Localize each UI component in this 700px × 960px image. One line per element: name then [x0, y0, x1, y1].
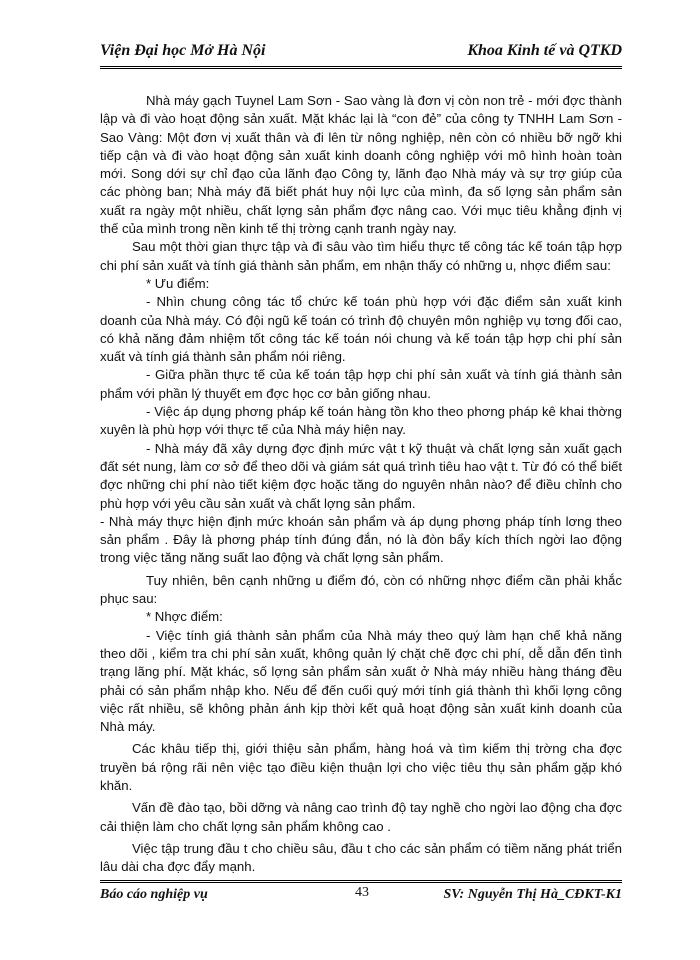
document-body: [100, 92, 622, 876]
page-header: [100, 40, 622, 69]
page-footer: [100, 880, 622, 909]
disadvantage-item: Việc tập trung đầu t cho chiều sâu, đầu t cho các sản phẩm có tiềm năng phát triển lâu dài cha đợc đẩy mạnh.: [100, 840, 622, 875]
advantage-item: - Nhìn chung công tác tổ chức kế toán phù hợp với đặc điểm sản xuất kinh doanh của Nhà máy. Có đội ngũ kế toán có trình độ chuyên môn nghiệp vụ tơng đối cao, có khả năng đảm nhiệm tốt công tác kế toán nói chung và kế toán tập hợp chi phí sản xuất và tính giá thành sản phẩm nói riêng.: [100, 294, 622, 365]
paragraph-intro: Nhà máy gạch Tuynel Lam Sơn - Sao vàng là đơn vị còn non trẻ - mới đợc thành lập và đi vào hoạt động sản xuất. Mặt khác lại là “con đẻ” của công ty TNHH Lam Sơn - Sao Vàng: Một đơn vị xuất thân và đi lên từ nông nghiệp, nên còn có nhiều bỡ ngỡ khi tiếp cận và đi vào hoạt động sản xuất kinh doanh công nghiệp với mô hình hoàn toàn mới. Song dới sự chỉ đạo của lãnh đạo Công ty, lãnh đạo Nhà máy và sự trợ giúp của các phòng ban; Nhà máy đã biết phát huy nội lực của mình, đa số lợng sản phẩm sản xuất ra ngày một nhiều, chất lợng sản phẩm đợc nâng cao. Với mục tiêu khẳng định vị thế của mình trong nền kinh tế thị trờng cạnh tranh ngày nay.: [100, 93, 622, 237]
footer-student: SV: Nguyễn Thị Hà_CĐKT-K1: [443, 887, 622, 902]
paragraph-transition: Tuy nhiên, bên cạnh những u điểm đó, còn có những nhợc điểm cần phải khắc phục sau:: [100, 572, 622, 607]
disadvantage-item: Vấn đề đào tạo, bồi dỡng và nâng cao trình độ tay nghề cho ngời lao động cha đợc cải thiện làm cho chất lợng sản phẩm không cao .: [100, 800, 622, 834]
disadvantage-item: Các khâu tiếp thị, giới thiệu sản phẩm, hàng hoá và tìm kiếm thị trờng cha đợc truyền bá rộng rãi nên việc tạo điều kiện thuận lợi cho việc tiêu thụ sản phẩm gặp khó khăn.: [100, 741, 622, 793]
page-number: 43: [355, 885, 369, 900]
advantage-item: - Giữa phần thực tế của kế toán tập hợp chi phí sản xuất và tính giá thành sản phẩm với phần lý thuyết em đợc học cơ bản giống nhau.: [100, 367, 622, 401]
header-institution: Viện Đại học Mở Hà Nội: [100, 42, 266, 59]
header-faculty: Khoa Kinh tế và QTKD: [467, 42, 622, 59]
advantage-item: - Nhà máy thực hiện định mức khoán sản phẩm và áp dụng phơng pháp tính lơng theo sản phẩm . Đây là phơng pháp tính đúng đắn, nó là đòn bẩy kích thích ngời lao động trong việc tăng năng suất lao động và chất lợng sản phẩm.: [100, 513, 622, 566]
footer-report-type: Báo cáo nghiệp vụ: [100, 887, 208, 902]
heading-disadvantages: * Nhợc điểm:: [146, 609, 223, 625]
advantage-item: - Nhà máy đã xây dựng đợc định mức vật t kỹ thuật và chất lợng sản xuất gạch đất sét nung, làm cơ sở để theo dõi và giám sát quá trình tiêu hao vật t. Từ đó có thể biết đợc những chi phí nào tiết kiệm đợc hoặc tăng do nguyên nhân nào? để điều chỉnh cho phù hợp với yêu cầu sản xuất và chất lợng sản phẩm.: [100, 440, 622, 511]
disadvantage-item: - Việc tính giá thành sản phẩm của Nhà máy theo quý làm hạn chế khả năng theo dõi , kiểm tra chi phí sản xuất, không quản lý chặt chẽ đợc chi phí, dễ dẫn đến tình trạng lãng phí. Mặt khác, số lợng sản phẩm sản xuất ở Nhà máy nhiều hàng tháng đều phải có sản phẩm nhập kho. Nếu để đến cuối quý mới tính giá thành thì khối lợng công việc rất nhiều, sẽ không phản ánh kịp thời kết quả hoạt động sản xuất kinh doanh của Nhà máy.: [100, 627, 622, 735]
advantage-item: - Việc áp dụng phơng pháp kế toán hàng tồn kho theo phơng pháp kê khai thờng xuyên là phù hợp với thực tế của Nhà máy hiện nay.: [100, 404, 622, 438]
paragraph-internship: Sau một thời gian thực tập và đi sâu vào tìm hiểu thực tế công tác kế toán tập hợp chi phí sản xuất và tính giá thành sản phẩm, em nhận thấy có những u, nhợc điểm sau:: [100, 239, 622, 273]
heading-advantages: * Ưu điểm:: [146, 275, 210, 291]
